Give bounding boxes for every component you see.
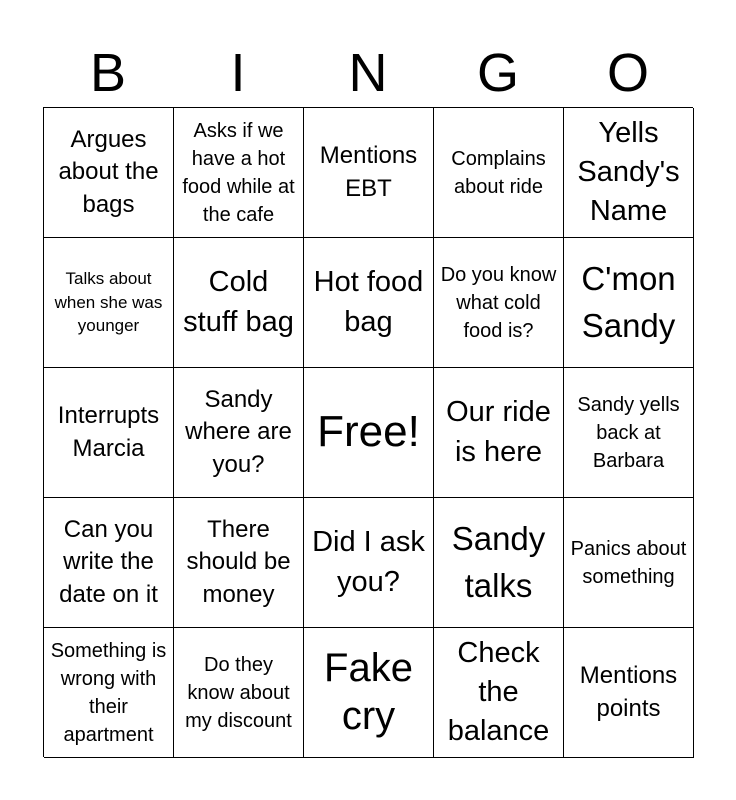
bingo-cell[interactable] [44, 108, 174, 238]
bingo-cell[interactable] [174, 368, 304, 498]
bingo-header [43, 42, 693, 104]
bingo-cell[interactable] [304, 628, 434, 758]
bingo-cell[interactable] [434, 108, 564, 238]
cell-label: Do they know about my discount [185, 653, 292, 732]
bingo-cell[interactable] [44, 368, 174, 498]
bingo-cell[interactable] [434, 238, 564, 368]
free-space-cell[interactable] [304, 368, 434, 498]
bingo-cell[interactable] [564, 368, 694, 498]
bingo-cell[interactable] [44, 498, 174, 628]
cell-label: Asks if we have a hot food while at the cafe [182, 119, 295, 226]
bingo-cell[interactable] [564, 628, 694, 758]
cell-label: Hot food bag [313, 266, 424, 338]
header-letter-g: G [476, 43, 519, 103]
header-letter-o: O [606, 43, 649, 103]
cell-label: Panics about something [570, 537, 687, 588]
bingo-cell[interactable] [44, 238, 174, 368]
bingo-cell[interactable] [174, 628, 304, 758]
cell-label: Argues about the bags [58, 125, 159, 218]
bingo-board [43, 107, 693, 757]
cell-label: Complains about ride [451, 147, 546, 198]
cell-label: Did I ask you? [312, 526, 425, 598]
bingo-cell[interactable] [304, 238, 434, 368]
cell-label: Mentions EBT [319, 142, 418, 202]
cell-label: Check the balance [447, 636, 550, 748]
bingo-cell[interactable] [434, 628, 564, 758]
bingo-cell[interactable] [434, 368, 564, 498]
bingo-cell[interactable] [304, 108, 434, 238]
header-letter-i: I [230, 43, 246, 103]
cell-label: C'mon Sandy [581, 260, 676, 344]
cell-label: Mentions points [579, 662, 678, 722]
bingo-cell[interactable] [44, 628, 174, 758]
cell-label: Do you know what cold food is? [440, 263, 557, 342]
cell-label: Sandy yells back at Barbara [577, 393, 680, 472]
cell-label: Free! [317, 407, 420, 457]
bingo-cell[interactable] [174, 498, 304, 628]
bingo-cell[interactable] [564, 498, 694, 628]
bingo-cell[interactable] [174, 108, 304, 238]
bingo-cell[interactable] [564, 108, 694, 238]
cell-label: Interrupts Marcia [57, 402, 160, 462]
cell-label: Yells Sandy's Name [577, 116, 680, 228]
cell-label: Fake cry [324, 646, 413, 738]
cell-label: Cold stuff bag [183, 266, 294, 338]
cell-label: Something is wrong with their apartment [50, 639, 167, 746]
bingo-cell[interactable] [174, 238, 304, 368]
bingo-cell[interactable] [564, 238, 694, 368]
bingo-cell[interactable] [304, 498, 434, 628]
header-letter-n: N [348, 43, 388, 103]
bingo-cell[interactable] [434, 498, 564, 628]
cell-label: Our ride is here [446, 396, 551, 468]
cell-label: Sandy talks [451, 520, 546, 604]
cell-label: Can you write the date on it [59, 515, 158, 608]
cell-label: Sandy where are you? [185, 385, 292, 478]
cell-label: Talks about when she was younger [54, 268, 163, 336]
cell-label: There should be money [186, 515, 291, 608]
header-letter-b: B [89, 43, 127, 103]
